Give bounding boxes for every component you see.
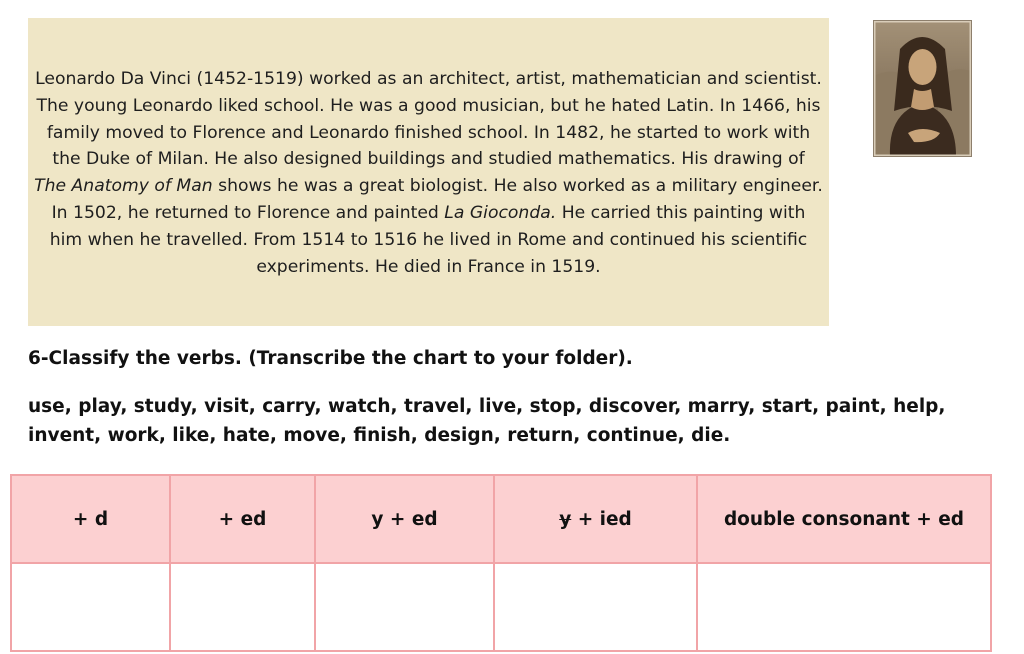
- reading-passage: [34, 66, 823, 280]
- mona-lisa-image: [873, 20, 972, 157]
- header-y-to-ied: [494, 475, 697, 563]
- answer-cell-double-consonant: [697, 563, 991, 651]
- struck-y: y: [559, 508, 572, 530]
- chart-header-row: [11, 475, 991, 563]
- header-ied-text: + ied: [571, 508, 632, 530]
- passage-text-1: Leonardo Da Vinci (1452-1519) worked as an architect, artist, mathematician and scientist. The young Leonardo liked school. He was a good musician, but he hated Latin. In 1466, his family moved to Florence and Leonardo finished school. In 1482, he started to work with the Duke of Milan. He also designed buildings and studied mathematics. His drawing of: [35, 69, 822, 170]
- passage-title-gioconda: La Gioconda.: [444, 202, 557, 223]
- verb-list: use, play, study, visit, carry, watch, travel, live, stop, discover, marry, start, paint, help, invent, work, like, hate, move, finish, design, return, continue, die.: [28, 396, 946, 446]
- header-double-consonant: double consonant + ed: [697, 475, 991, 563]
- passage-text-2: shows he was a great biologist. He also worked as a military engineer. In 1502, he returned to Florence and painted: [51, 176, 823, 223]
- verb-classification-chart: [10, 474, 992, 652]
- answer-cell-plus-d: [11, 563, 170, 651]
- passage-title-anatomy: The Anatomy of Man: [34, 176, 213, 197]
- chart-answer-row: [11, 563, 991, 651]
- answer-cell-y-to-ied: [494, 563, 697, 651]
- header-y-plus-ed: y + ed: [315, 475, 494, 563]
- exercise-title: 6-Classify the verbs. (Transcribe the chart to your folder).: [28, 348, 633, 369]
- passage-text-3: He carried this painting with him when he travelled. From 1514 to 1516 he lived in Rome and continued his scientific experiments. He died in France in 1519.: [49, 202, 808, 277]
- answer-cell-plus-ed: [170, 563, 315, 651]
- reading-passage-box: [28, 18, 829, 326]
- header-plus-d: + d: [11, 475, 170, 563]
- header-plus-ed: + ed: [170, 475, 315, 563]
- answer-cell-y-plus-ed: [315, 563, 494, 651]
